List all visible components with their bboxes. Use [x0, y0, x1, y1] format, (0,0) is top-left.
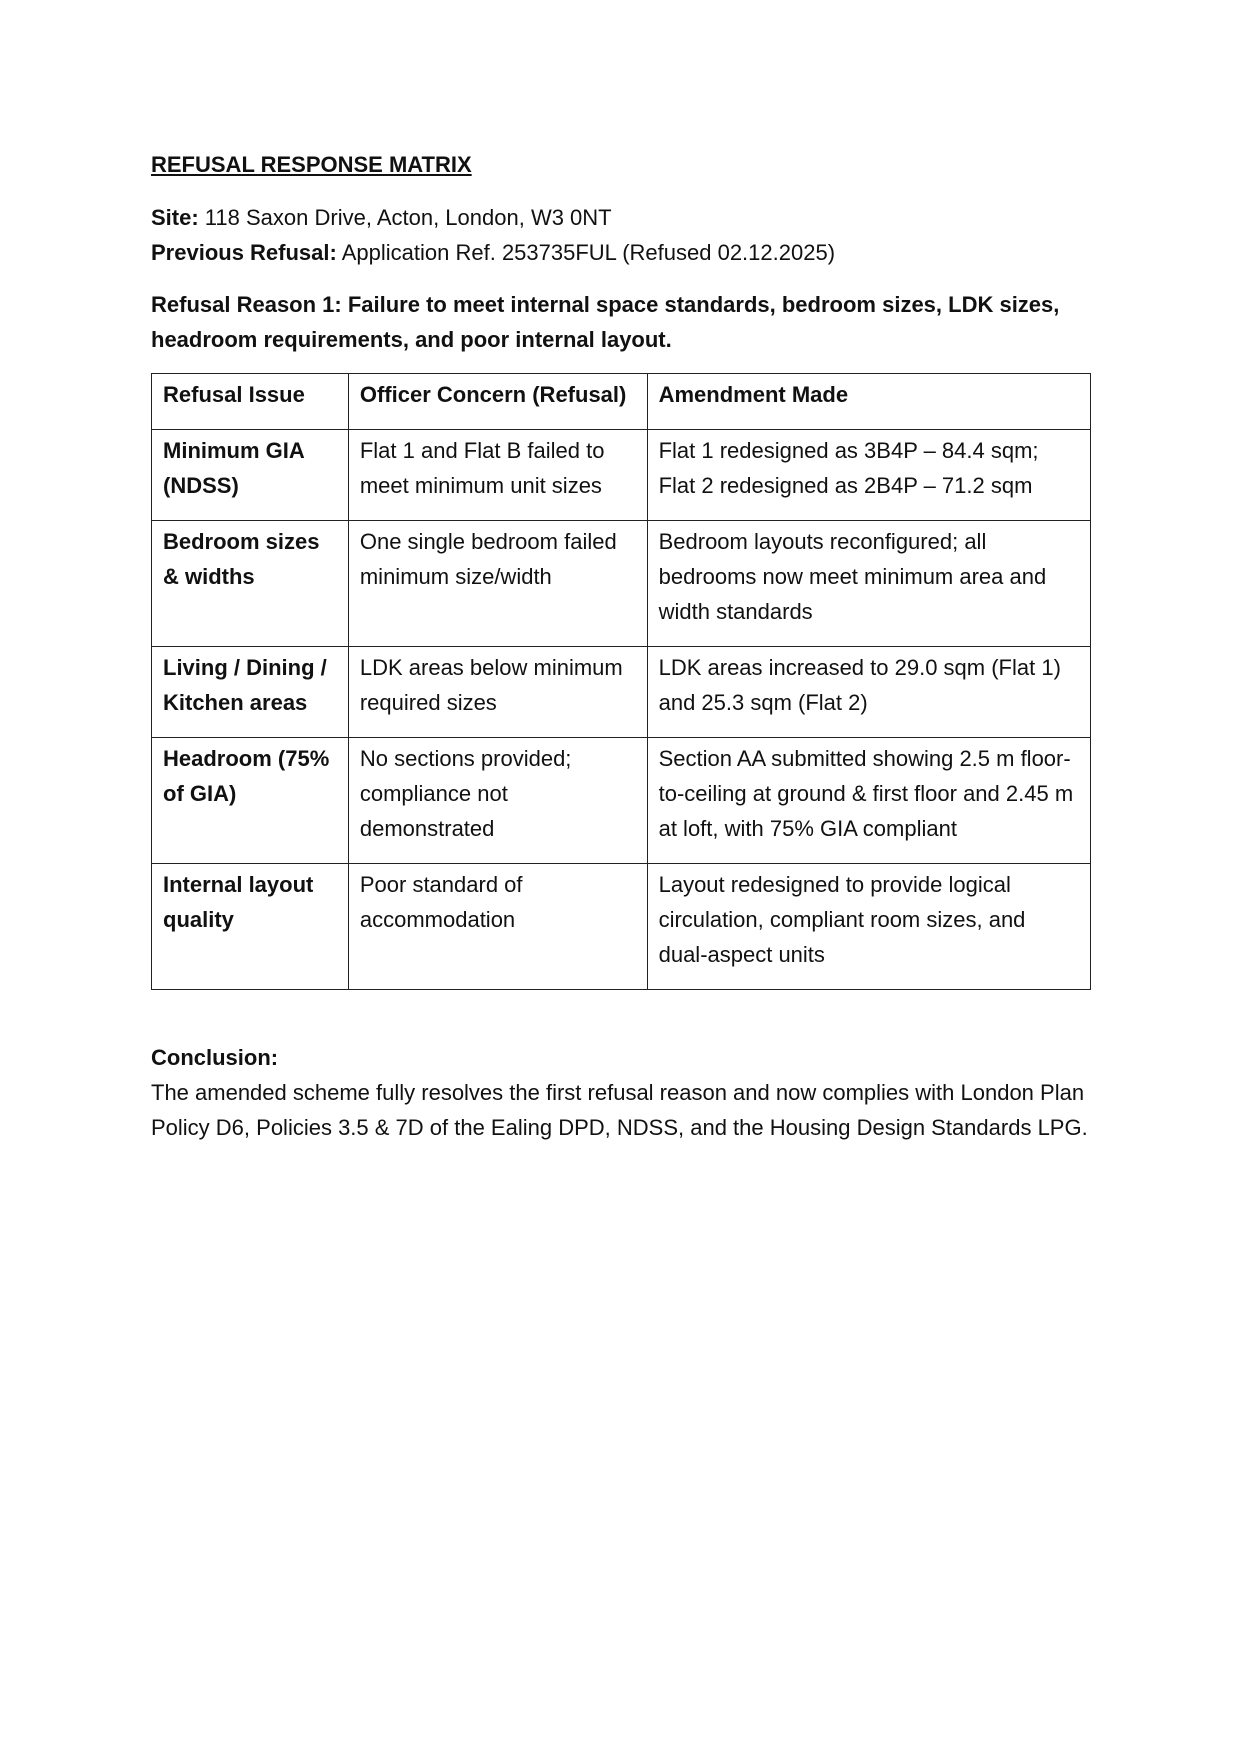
- table-header-row: [152, 374, 1091, 430]
- amendment-cell: [647, 430, 1090, 521]
- concern-cell: No sections provided; compliance not demonstrated: [348, 738, 647, 864]
- site-label: Site:: [151, 205, 199, 230]
- amendment-cell: [647, 647, 1090, 738]
- table-row: [152, 738, 1091, 864]
- concern-cell: One single bedroom failed minimum size/width: [348, 521, 647, 647]
- concern-cell: LDK areas below minimum required sizes: [348, 647, 647, 738]
- previous-refusal-value: Application Ref. 253735FUL (Refused 02.12.2025): [336, 240, 836, 265]
- table-row: [152, 521, 1091, 647]
- concern-cell: Flat 1 and Flat B failed to meet minimum unit sizes: [348, 430, 647, 521]
- amendment-line: Flat 2 redesigned as 2B4P – 71.2 sqm: [658, 473, 1033, 498]
- refusal-reason-heading: Refusal Reason 1: Failure to meet internal space standards, bedroom sizes, LDK sizes, headroom requirements, and poor internal layout.: [151, 292, 1060, 352]
- issue-cell: Minimum GIA (NDSS): [152, 430, 349, 521]
- issue-cell: Headroom (75% of GIA): [152, 738, 349, 864]
- table-row: [152, 430, 1091, 521]
- site-value: 118 Saxon Drive, Acton, London, W3 0NT: [198, 205, 612, 230]
- header-amendment-made: Amendment Made: [647, 374, 1090, 430]
- conclusion-heading: Conclusion:: [151, 1045, 279, 1070]
- refusal-response-table: [151, 373, 1091, 990]
- table-row: [152, 864, 1091, 990]
- amendment-cell: [647, 738, 1090, 864]
- document-page: [151, 150, 1091, 1145]
- issue-cell: Living / Dining / Kitchen areas: [152, 647, 349, 738]
- amendment-line: Bedroom layouts reconfigured; all bedrooms now meet minimum area and width standards: [658, 529, 1047, 624]
- table-row: [152, 647, 1091, 738]
- issue-cell: Bedroom sizes & widths: [152, 521, 349, 647]
- amendment-line: LDK areas increased to 29.0 sqm (Flat 1) and 25.3 sqm (Flat 2): [658, 655, 1061, 715]
- document-title: REFUSAL RESPONSE MATRIX: [151, 152, 472, 177]
- previous-refusal-line: [151, 235, 1091, 270]
- header-refusal-issue: Refusal Issue: [152, 374, 349, 430]
- amendment-cell: [647, 521, 1090, 647]
- site-line: [151, 200, 1091, 235]
- amendment-line: Layout redesigned to provide logical circulation, compliant room sizes, and dual-aspect units: [658, 872, 1026, 967]
- amendment-line: Flat 1 redesigned as 3B4P – 84.4 sqm;: [658, 438, 1039, 463]
- header-officer-concern: Officer Concern (Refusal): [348, 374, 647, 430]
- concern-cell: Poor standard of accommodation: [348, 864, 647, 990]
- amendment-line: Section AA submitted showing 2.5 m floor-to-ceiling at ground & first floor and 2.45 m at loft, with 75% GIA compliant: [658, 746, 1074, 841]
- amendment-cell: [647, 864, 1090, 990]
- conclusion-body: The amended scheme fully resolves the first refusal reason and now complies with London Plan Policy D6, Policies 3.5 & 7D of the Ealing DPD, NDSS, and the Housing Design Standards LPG.: [151, 1080, 1088, 1140]
- previous-refusal-label: Previous Refusal:: [151, 240, 337, 265]
- issue-cell: Internal layout quality: [152, 864, 349, 990]
